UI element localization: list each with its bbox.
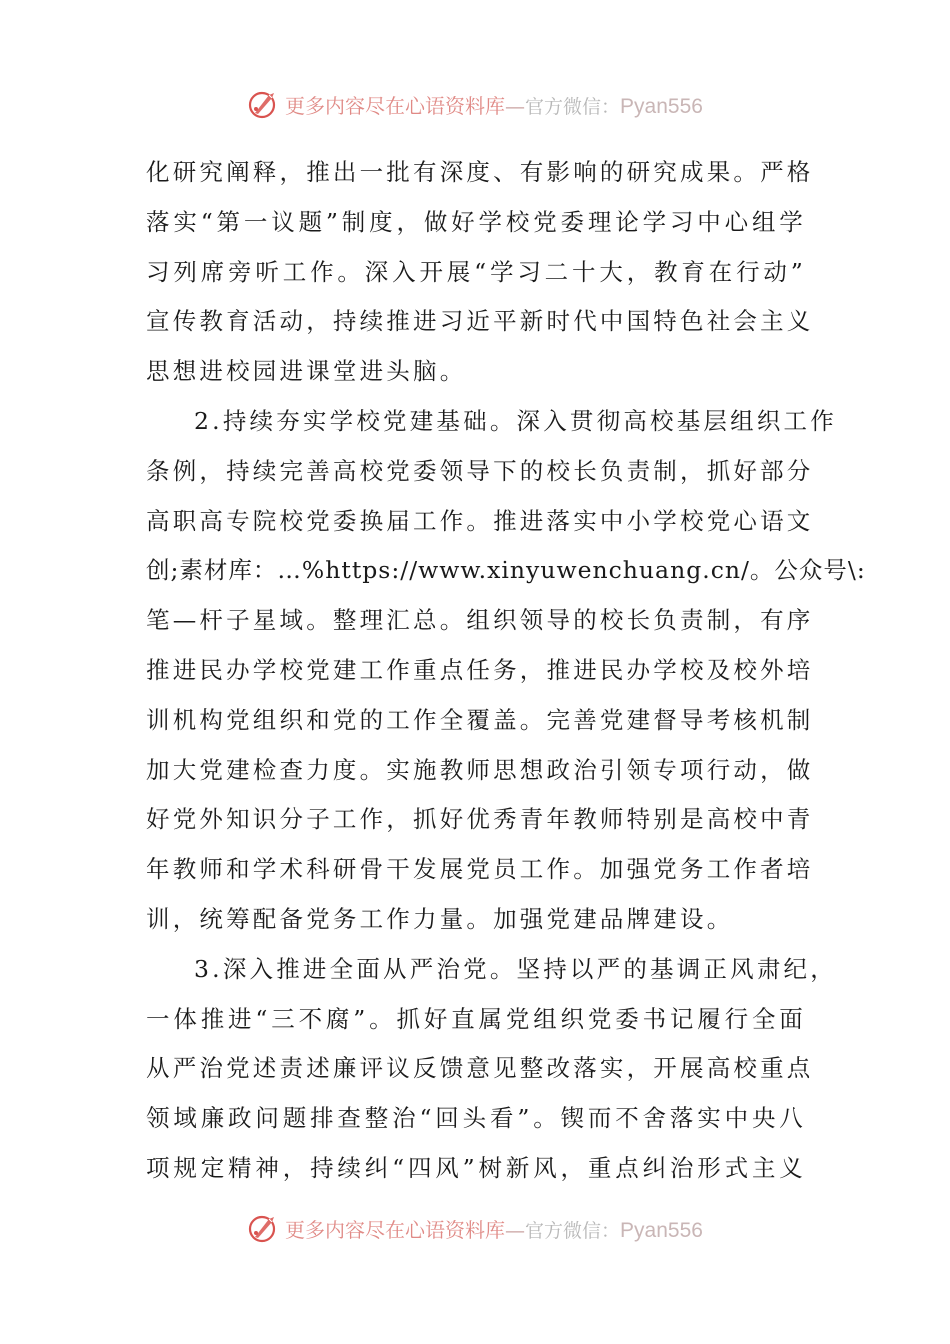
section-heading-line: 3.深入推进全面从严治党。坚持以严的基调正风肃纪， xyxy=(194,954,837,983)
text-line: 训机构党组织和党的工作全覆盖。完善党建督导考核机制 xyxy=(146,705,814,734)
text-line: 习列席旁听工作。深入开展“学习二十大，教育在行动” xyxy=(146,257,806,286)
section-heading-line: 2.持续夯实学校党建基础。深入贯彻高校基层组织工作 xyxy=(194,406,837,435)
watermark-dash: — xyxy=(505,93,526,118)
text-line: 项规定精神，持续纠“四风”树新风，重点纠治形式主义 xyxy=(146,1153,806,1182)
text-line: 宣传教育活动，持续推进习近平新时代中国特色社会主义 xyxy=(146,307,814,336)
text-line: 一体推进“三不腐”。抓好直属党组织党委书记履行全面 xyxy=(146,1004,806,1033)
watermark-main-text: 更多内容尽在心语资料库 xyxy=(285,93,506,118)
pen-logo-icon xyxy=(247,1211,281,1245)
footer-watermark xyxy=(0,1208,950,1248)
text-line: 领域廉政问题排查整治“回头看”。锲而不舍落实中央八 xyxy=(146,1104,806,1133)
header-watermark xyxy=(0,84,950,124)
text-line: 加大党建检查力度。实施教师思想政治引领专项行动，做 xyxy=(146,755,814,784)
text-line: 从严治党述责述廉评议反馈意见整改落实，开展高校重点 xyxy=(146,1054,814,1083)
text-line: 创;素材库：…%https://www.xinyuwenchuang.cn/。公众号\: xyxy=(146,556,866,585)
text-line: 好党外知识分子工作，抓好优秀青年教师特别是高校中青 xyxy=(146,805,814,834)
text-line: 年教师和学术科研骨干发展党员工作。加强党务工作者培 xyxy=(146,855,814,884)
pen-logo-icon xyxy=(247,87,281,121)
text-line: 落实“第一议题”制度，做好学校党委理论学习中心组学 xyxy=(146,207,806,236)
watermark-wechat-id: Pyan556 xyxy=(620,94,703,118)
watermark-dash: — xyxy=(505,1217,526,1242)
watermark-wechat-label: 官方微信： xyxy=(525,95,621,118)
watermark-wechat-id: Pyan556 xyxy=(620,1218,703,1242)
watermark-main-text: 更多内容尽在心语资料库 xyxy=(285,1217,506,1242)
text-line: 训，统筹配备党务工作力量。加强党建品牌建设。 xyxy=(146,904,734,933)
text-line: 推进民办学校党建工作重点任务，推进民办学校及校外培 xyxy=(146,655,814,684)
text-line: 高职高专院校党委换届工作。推进落实中小学校党心语文 xyxy=(146,506,814,535)
text-line: 思想进校园进课堂进头脑。 xyxy=(146,357,467,386)
text-line: 条例，持续完善高校党委领导下的校长负责制，抓好部分 xyxy=(146,456,814,485)
text-line: 化研究阐释，推出一批有深度、有影响的研究成果。严格 xyxy=(146,158,814,186)
text-line: 笔—杆子星域。整理汇总。组织领导的校长负责制，有序 xyxy=(146,606,814,635)
watermark-wechat-label: 官方微信： xyxy=(525,1219,621,1242)
document-body xyxy=(146,148,866,1194)
